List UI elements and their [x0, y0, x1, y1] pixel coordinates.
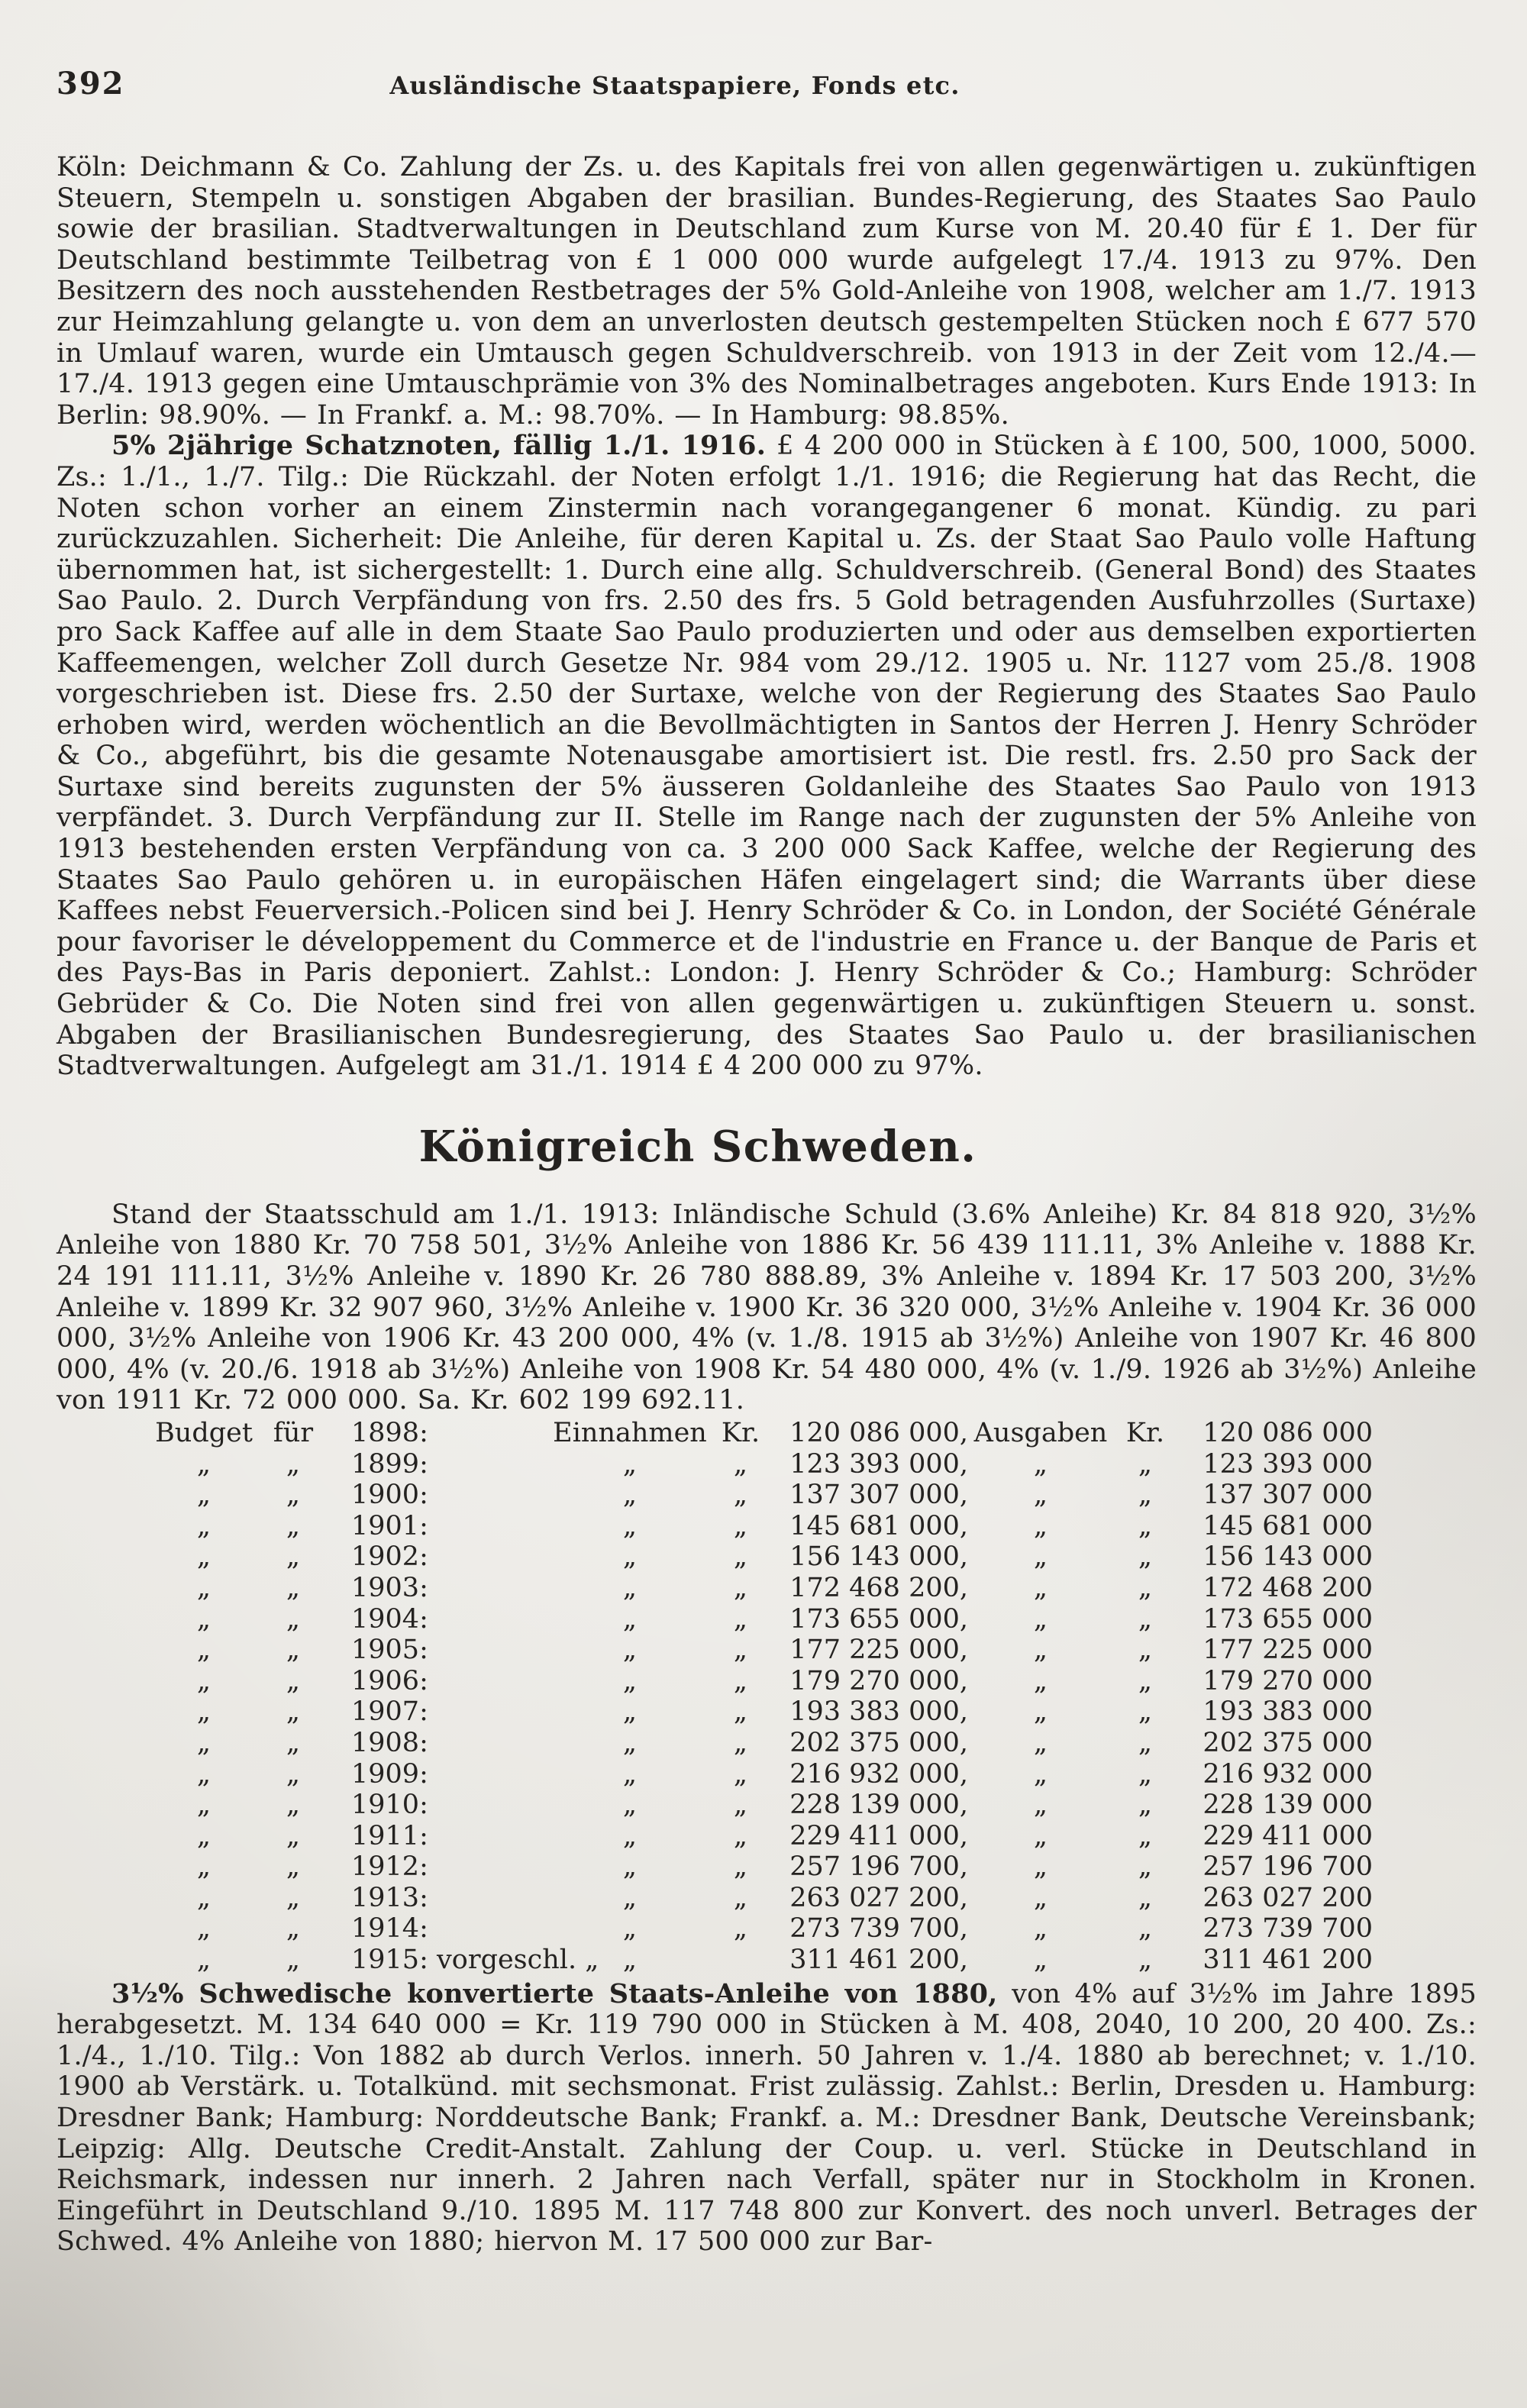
budget-ditto: „ — [196, 1758, 211, 1790]
budget-ditto: „ — [622, 1572, 638, 1603]
budget-einnahmen-value: 177 225 000, — [789, 1635, 968, 1666]
budget-ditto: „ — [1033, 1635, 1048, 1666]
budget-year: 1905: — [351, 1635, 428, 1666]
budget-ditto: „ — [196, 1882, 211, 1913]
budget-ditto: „ — [1033, 1727, 1048, 1758]
budget-year: 1906: — [351, 1665, 428, 1696]
budget-ditto: „ — [1033, 1820, 1048, 1851]
budget-ditto: „ — [286, 1665, 301, 1696]
budget-ausgaben-value: 257 196 700 — [1203, 1851, 1373, 1883]
budget-ditto: „ — [1033, 1790, 1048, 1821]
budget-ditto: „ — [286, 1913, 301, 1945]
budget-ausgaben-value: 311 461 200 — [1203, 1945, 1373, 1976]
budget-einnahmen-value: 123 393 000, — [789, 1448, 968, 1480]
budget-ditto: „ — [622, 1820, 638, 1851]
budget-ditto: „ — [286, 1448, 301, 1480]
budget-year: 1903: — [351, 1572, 428, 1603]
staatsschuld-text: Stand der Staatsschuld am 1./1. 1913: Inländische Schuld (3.6% Anleihe) Kr. 84 818 920, 3½% Anleihe von 1880 Kr. 70 758 501, 3½% Anleihe von 1886 Kr. 56 439 111.11, 3% Anleihe v. 1888 Kr. 24 191 111.11, 3½% Anleihe v. 1890 Kr. 26 780 888.89, 3% Anleihe v. 1894 Kr. 17 503 200, 3½% Anleihe v. 1899 Kr. 32 907 960, 3½% Anleihe v. 1900 Kr. 36 320 000, 3½% Anleihe v. 1904 Kr. 36 000 000, 3½% Anleihe von 1906 Kr. 43 200 000, 4% (v. 1./8. 1915 ab 3½%) Anleihe von 1907 Kr. 46 800 000, 4% (v. 20./6. 1918 ab 3½%) Anleihe von 1908 Kr. 54 480 000, 4% (v. 1./9. 1926 ab 3½%) Anleihe von 1911 Kr. 72 000 000. Sa. Kr. 602 199 692.11. — [56, 1199, 1477, 1416]
budget-ditto: „ — [733, 1480, 748, 1511]
budget-ditto: „ — [1138, 1913, 1153, 1945]
budget-ditto: „ — [733, 1882, 748, 1913]
budget-ditto: „ — [733, 1790, 748, 1821]
budget-ditto: „ — [196, 1603, 211, 1635]
budget-ditto: „ — [622, 1480, 638, 1511]
budget-year: 1901: — [351, 1510, 428, 1541]
budget-einnahmen-value: 179 270 000, — [789, 1665, 968, 1696]
budget-ausgaben-label: Ausgaben — [973, 1417, 1108, 1448]
budget-ausgaben-value: 263 027 200 — [1203, 1882, 1373, 1913]
budget-ditto: „ — [1033, 1480, 1048, 1511]
budget-row — [147, 1821, 1477, 1852]
budget-ditto: „ — [733, 1541, 748, 1573]
budget-ausgaben-value: 193 383 000 — [1203, 1696, 1373, 1728]
budget-ditto: „ — [1033, 1665, 1048, 1696]
budget-ausgaben-value: 156 143 000 — [1203, 1541, 1373, 1573]
budget-ditto: „ — [622, 1541, 638, 1573]
budget-ditto: „ — [196, 1448, 211, 1480]
budget-ditto: „ — [286, 1727, 301, 1758]
budget-ditto: „ — [1033, 1510, 1048, 1541]
budget-year: 1907: — [351, 1696, 428, 1728]
budget-ditto: „ — [733, 1572, 748, 1603]
budget-ditto: „ — [733, 1727, 748, 1758]
budget-ausgaben-value: 177 225 000 — [1203, 1635, 1373, 1666]
budget-row — [147, 1449, 1477, 1480]
budget-einnahmen-value: 156 143 000, — [789, 1541, 968, 1573]
budget-ditto: „ — [1138, 1727, 1153, 1758]
budget-ditto: „ — [1033, 1603, 1048, 1635]
sao-paulo-zahlstellen-text: Köln: Deichmann & Co. Zahlung der Zs. u. des Kapitals frei von allen gegenwärtigen u. zukünftigen Steuern, Stempeln u. sonstigen Abgaben der brasilian. Bundes-Regierung, des Staates Sao Paulo sowie der brasilian. Stadtverwaltungen in Deutschland zum Kurse von M. 20.40 für £ 1. Der für Deutschland bestimmte Teilbetrag von £ 1 000 000 wurde aufgelegt 17./4. 1913 zu 97%. Den Besitzern des noch ausstehenden Restbetrages der 5% Gold-Anleihe von 1908, welcher am 1./7. 1913 zur Heimzahlung gelangte u. von dem an unverlosten deutsch gestempelten Stücken noch £ 677 570 in Umlauf waren, wurde ein Umtausch gegen Schuldverschreib. von 1913 in der Zeit vom 12./4.—17./4. 1913 gegen eine Umtauschprämie von 3% des Nominalbetrages angeboten. Kurs Ende 1913: In Berlin: 98.90%. — In Frankf. a. M.: 98.70%. — In Hamburg: 98.85%. — [56, 152, 1477, 431]
budget-ditto: „ — [1033, 1882, 1048, 1913]
budget-ditto: „ — [733, 1510, 748, 1541]
budget-ditto: „ — [1138, 1480, 1153, 1511]
budget-ditto: „ — [1138, 1696, 1153, 1728]
budget-ditto: „ — [1138, 1448, 1153, 1480]
budget-row-first — [147, 1418, 1477, 1449]
budget-ditto: „ — [286, 1480, 301, 1511]
budget-ditto: „ — [1138, 1603, 1153, 1635]
budget-ditto: „ — [622, 1758, 638, 1790]
budget-ditto: „ — [622, 1635, 638, 1666]
anleihe-1880-heading: 3½% Schwedische konvertierte Staats-Anleihe von 1880, — [111, 1977, 998, 2009]
budget-ausgaben-value: 137 307 000 — [1203, 1480, 1373, 1511]
budget-ditto: „ — [286, 1541, 301, 1573]
budget-row — [147, 1851, 1477, 1883]
budget-table — [147, 1418, 1477, 1976]
budget-kr-label-2: Kr. — [1125, 1417, 1165, 1448]
budget-label-2: für — [273, 1417, 314, 1448]
budget-ditto: „ — [733, 1696, 748, 1728]
schatznoten-text: £ 4 200 000 in Stücken à £ 100, 500, 1000, 5000. Zs.: 1./1., 1./7. Tilg.: Die Rückzahl. der Noten erfolgt 1./1. 1916; die Regierung hat das Recht, die Noten schon vorher an einem Zinstermin nach vorangegangener 6 monat. Kündig. zu pari zurückzuzahlen. Sicherheit: Die Anleihe, für deren Kapital u. Zs. der Staat Sao Paulo volle Haftung übernommen hat, ist sichergestellt: 1. Durch eine allg. Schuldverschreib. (General Bond) des Staates Sao Paulo. 2. Durch Verpfändung von frs. 2.50 des frs. 5 Gold betragenden Ausfuhrzolles (Surtaxe) pro Sack Kaffee auf alle in dem Staate Sao Paulo produzierten und oder aus demselben exportierten Kaffeemengen, welcher Zoll durch Gesetze Nr. 984 vom 29./12. 1905 u. Nr. 1127 vom 25./8. 1908 vorgeschrieben ist. Diese frs. 2.50 der Surtaxe, welche von der Regierung des Staates Sao Paulo erhoben wird, werden wöchentlich an die Bevollmächtigten in Santos der Herren J. Henry Schröder & Co., abgeführt, bis die gesamte Notenausgabe amortisiert ist. Die restl. frs. 2.50 pro Sack der Surtaxe sind bereits zugunsten der 5% äusseren Goldanleihe des Staates Sao Paulo von 1913 verpfändet. 3. Durch Verpfändung zur II. Stelle im Range nach der zugunsten der 5% Anleihe von 1913 bestehenden ersten Verpfändung von ca. 3 200 000 Sack Kaffee, welche der Regierung des Staates Sao Paulo gehören u. in europäischen Häfen eingelagert sind; die Warrants über diese Kaffees nebst Feuerversich.-Policen sind bei J. Henry Schröder & Co. in London, der Société Générale pour favoriser le développement du Commerce et de l'industrie en France u. der Banque de Paris et des Pays-Bas in Paris deponiert. Zahlst.: London: J. Henry Schröder & Co.; Hamburg: Schröder Gebrüder & Co. Die Noten sind frei von allen gegenwärtigen u. zukünftigen Steuern u. sonst. Abgaben der Brasilianischen Bundesregierung, des Staates Sao Paulo u. der brasilianischen Stadtverwaltungen. Aufgelegt am 31./1. 1914 £ 4 200 000 zu 97%. — [56, 431, 1477, 1082]
budget-ditto: „ — [286, 1820, 301, 1851]
budget-ditto: „ — [196, 1727, 211, 1758]
budget-year: 1899: — [351, 1448, 428, 1480]
budget-year: 1914: — [351, 1913, 428, 1945]
budget-ditto: „ — [1138, 1541, 1153, 1573]
budget-ditto: „ — [286, 1572, 301, 1603]
budget-ditto: „ — [622, 1945, 638, 1976]
budget-ditto: „ — [196, 1913, 211, 1945]
budget-ditto: „ — [196, 1851, 211, 1883]
budget-rows — [147, 1449, 1477, 1976]
budget-ausgaben-value: 202 375 000 — [1203, 1727, 1373, 1758]
budget-ditto: „ — [286, 1603, 301, 1635]
budget-row — [147, 1573, 1477, 1604]
budget-year: 1911: — [351, 1820, 428, 1851]
budget-ditto: „ — [286, 1635, 301, 1666]
budget-einnahmen-value: 137 307 000, — [789, 1480, 968, 1511]
budget-row — [147, 1790, 1477, 1821]
budget-ditto: „ — [622, 1790, 638, 1821]
budget-year: 1904: — [351, 1603, 428, 1635]
budget-ditto: „ — [1033, 1448, 1048, 1480]
budget-row — [147, 1666, 1477, 1697]
budget-ditto: „ — [1033, 1572, 1048, 1603]
budget-ditto: „ — [622, 1727, 638, 1758]
budget-kr-label-1: Kr. — [721, 1417, 760, 1448]
budget-year: 1902: — [351, 1541, 428, 1573]
budget-ditto: „ — [196, 1572, 211, 1603]
budget-einnahmen-value: 202 375 000, — [789, 1727, 968, 1758]
budget-year: 1915: vorgeschl. „ — [351, 1945, 599, 1976]
budget-row — [147, 1913, 1477, 1945]
budget-ditto: „ — [1138, 1510, 1153, 1541]
paragraph-anleihe-1880 — [56, 1979, 1477, 2258]
budget-ditto: „ — [622, 1603, 638, 1635]
budget-ditto: „ — [622, 1510, 638, 1541]
budget-ditto: „ — [196, 1820, 211, 1851]
budget-einnahmen-value: 145 681 000, — [789, 1510, 968, 1541]
budget-ditto: „ — [622, 1851, 638, 1883]
budget-ditto: „ — [286, 1510, 301, 1541]
budget-ditto: „ — [196, 1696, 211, 1728]
budget-row — [147, 1511, 1477, 1542]
budget-ditto: „ — [733, 1913, 748, 1945]
anleihe-1880-text: von 4% auf 3½% im Jahre 1895 herabgesetzt. M. 134 640 000 = Kr. 119 790 000 in Stücken à M. 408, 2040, 10 200, 20 400. Zs.: 1./4., 1./10. Tilg.: Von 1882 ab durch Verlos. innerh. 50 Jahren v. 1./4. 1880 ab berechnet; v. 1./10. 1900 ab Verstärk. u. Totalkünd. mit sechsmonat. Frist zulässig. Zahlst.: Berlin, Dresden u. Hamburg: Dresdner Bank; Hamburg: Norddeutsche Bank; Frankf. a. M.: Dresdner Bank, Deutsche Vereinsbank; Leipzig: Allg. Deutsche Credit-Anstalt. Zahlung der Coup. u. verl. Stücke in Deutschland in Reichsmark, indessen nur innerh. 2 Jahren nach Verfall, später nur in Stockholm in Kronen. Eingeführt in Deutschland 9./10. 1895 M. 117 748 800 zur Konvert. des noch unverl. Betrages der Schwed. 4% Anleihe von 1880; hiervon M. 17 500 000 zur Bar- — [56, 1978, 1477, 2258]
paragraph-schatznoten — [56, 431, 1477, 1081]
budget-einnahmen-value: 273 739 700, — [789, 1913, 968, 1945]
budget-row — [147, 1883, 1477, 1914]
budget-ditto: „ — [196, 1635, 211, 1666]
budget-year: 1900: — [351, 1480, 428, 1511]
budget-ditto: „ — [196, 1541, 211, 1573]
budget-ditto: „ — [286, 1851, 301, 1883]
budget-einnahmen-value: 216 932 000, — [789, 1758, 968, 1790]
budget-einnahmen-value: 228 139 000, — [789, 1790, 968, 1821]
budget-ausgaben-value: 172 468 200 — [1203, 1572, 1373, 1603]
budget-ditto: „ — [1138, 1820, 1153, 1851]
budget-einnahmen-value: 311 461 200, — [789, 1945, 968, 1976]
budget-year: 1908: — [351, 1727, 428, 1758]
budget-einnahmen-value: 193 383 000, — [789, 1696, 968, 1728]
section-heading-schweden: Königreich Schweden. — [418, 1121, 977, 1172]
budget-ditto: „ — [196, 1790, 211, 1821]
budget-ditto: „ — [1138, 1758, 1153, 1790]
running-title: Ausländische Staatspapiere, Fonds etc. — [389, 71, 960, 100]
budget-year: 1912: — [351, 1851, 428, 1883]
budget-year: 1910: — [351, 1790, 428, 1821]
budget-ditto: „ — [1033, 1851, 1048, 1883]
budget-row — [147, 1728, 1477, 1759]
budget-ditto: „ — [286, 1758, 301, 1790]
budget-row — [147, 1541, 1477, 1573]
budget-einnahmen-value: 172 468 200, — [789, 1572, 968, 1603]
budget-ditto: „ — [196, 1510, 211, 1541]
budget-einnahmen-label: Einnahmen — [553, 1417, 707, 1448]
budget-row — [147, 1635, 1477, 1666]
budget-year: 1909: — [351, 1758, 428, 1790]
schatznoten-heading: 5% 2jährige Schatznoten, fällig 1./1. 1916. — [111, 430, 767, 462]
budget-ditto: „ — [1138, 1790, 1153, 1821]
paragraph-sao-paulo-zahlstellen — [56, 152, 1477, 431]
budget-ausgaben-value: 120 086 000 — [1203, 1417, 1373, 1448]
budget-label-1: Budget — [155, 1417, 253, 1448]
budget-ditto: „ — [1033, 1696, 1048, 1728]
budget-ditto: „ — [1138, 1851, 1153, 1883]
budget-einnahmen-value: 229 411 000, — [789, 1820, 968, 1851]
budget-einnahmen-value: 120 086 000, — [789, 1417, 968, 1448]
budget-ausgaben-value: 228 139 000 — [1203, 1790, 1373, 1821]
budget-ditto: „ — [1033, 1758, 1048, 1790]
budget-ditto: „ — [1138, 1945, 1153, 1976]
budget-ausgaben-value: 216 932 000 — [1203, 1758, 1373, 1790]
budget-row — [147, 1945, 1477, 1976]
budget-ditto: „ — [286, 1696, 301, 1728]
budget-ditto: „ — [733, 1635, 748, 1666]
paragraph-staatsschuld — [56, 1199, 1477, 1416]
budget-ditto: „ — [1033, 1913, 1048, 1945]
budget-ausgaben-value: 273 739 700 — [1203, 1913, 1373, 1945]
budget-ditto: „ — [196, 1665, 211, 1696]
budget-ditto: „ — [1138, 1635, 1153, 1666]
budget-ditto: „ — [733, 1851, 748, 1883]
budget-einnahmen-value: 173 655 000, — [789, 1603, 968, 1635]
budget-ditto: „ — [286, 1945, 301, 1976]
budget-ditto: „ — [622, 1448, 638, 1480]
budget-ausgaben-value: 229 411 000 — [1203, 1820, 1373, 1851]
budget-einnahmen-value: 257 196 700, — [789, 1851, 968, 1883]
budget-ausgaben-value: 173 655 000 — [1203, 1603, 1373, 1635]
budget-ditto: „ — [733, 1820, 748, 1851]
budget-ausgaben-value: 145 681 000 — [1203, 1510, 1373, 1541]
budget-ditto: „ — [1033, 1541, 1048, 1573]
budget-ditto: „ — [622, 1696, 638, 1728]
budget-row — [147, 1759, 1477, 1790]
budget-ditto: „ — [733, 1448, 748, 1480]
budget-ditto: „ — [286, 1790, 301, 1821]
budget-year: 1898: — [351, 1417, 428, 1448]
budget-row — [147, 1480, 1477, 1511]
budget-ausgaben-value: 179 270 000 — [1203, 1665, 1373, 1696]
budget-row — [147, 1604, 1477, 1635]
budget-ditto: „ — [286, 1882, 301, 1913]
budget-ditto: „ — [733, 1665, 748, 1696]
budget-ditto: „ — [733, 1603, 748, 1635]
budget-ditto: „ — [622, 1665, 638, 1696]
budget-ditto: „ — [1138, 1572, 1153, 1603]
budget-year: 1913: — [351, 1882, 428, 1913]
budget-ditto: „ — [196, 1480, 211, 1511]
budget-ditto: „ — [1033, 1945, 1048, 1976]
budget-ditto: „ — [622, 1882, 638, 1913]
budget-ditto: „ — [622, 1913, 638, 1945]
page-number: 392 — [56, 66, 125, 102]
budget-einnahmen-value: 263 027 200, — [789, 1882, 968, 1913]
budget-ditto: „ — [1138, 1665, 1153, 1696]
budget-row — [147, 1696, 1477, 1728]
running-header — [56, 66, 1477, 102]
budget-ditto: „ — [1138, 1882, 1153, 1913]
budget-ausgaben-value: 123 393 000 — [1203, 1448, 1373, 1480]
budget-ditto: „ — [733, 1758, 748, 1790]
budget-ditto: „ — [196, 1945, 211, 1976]
